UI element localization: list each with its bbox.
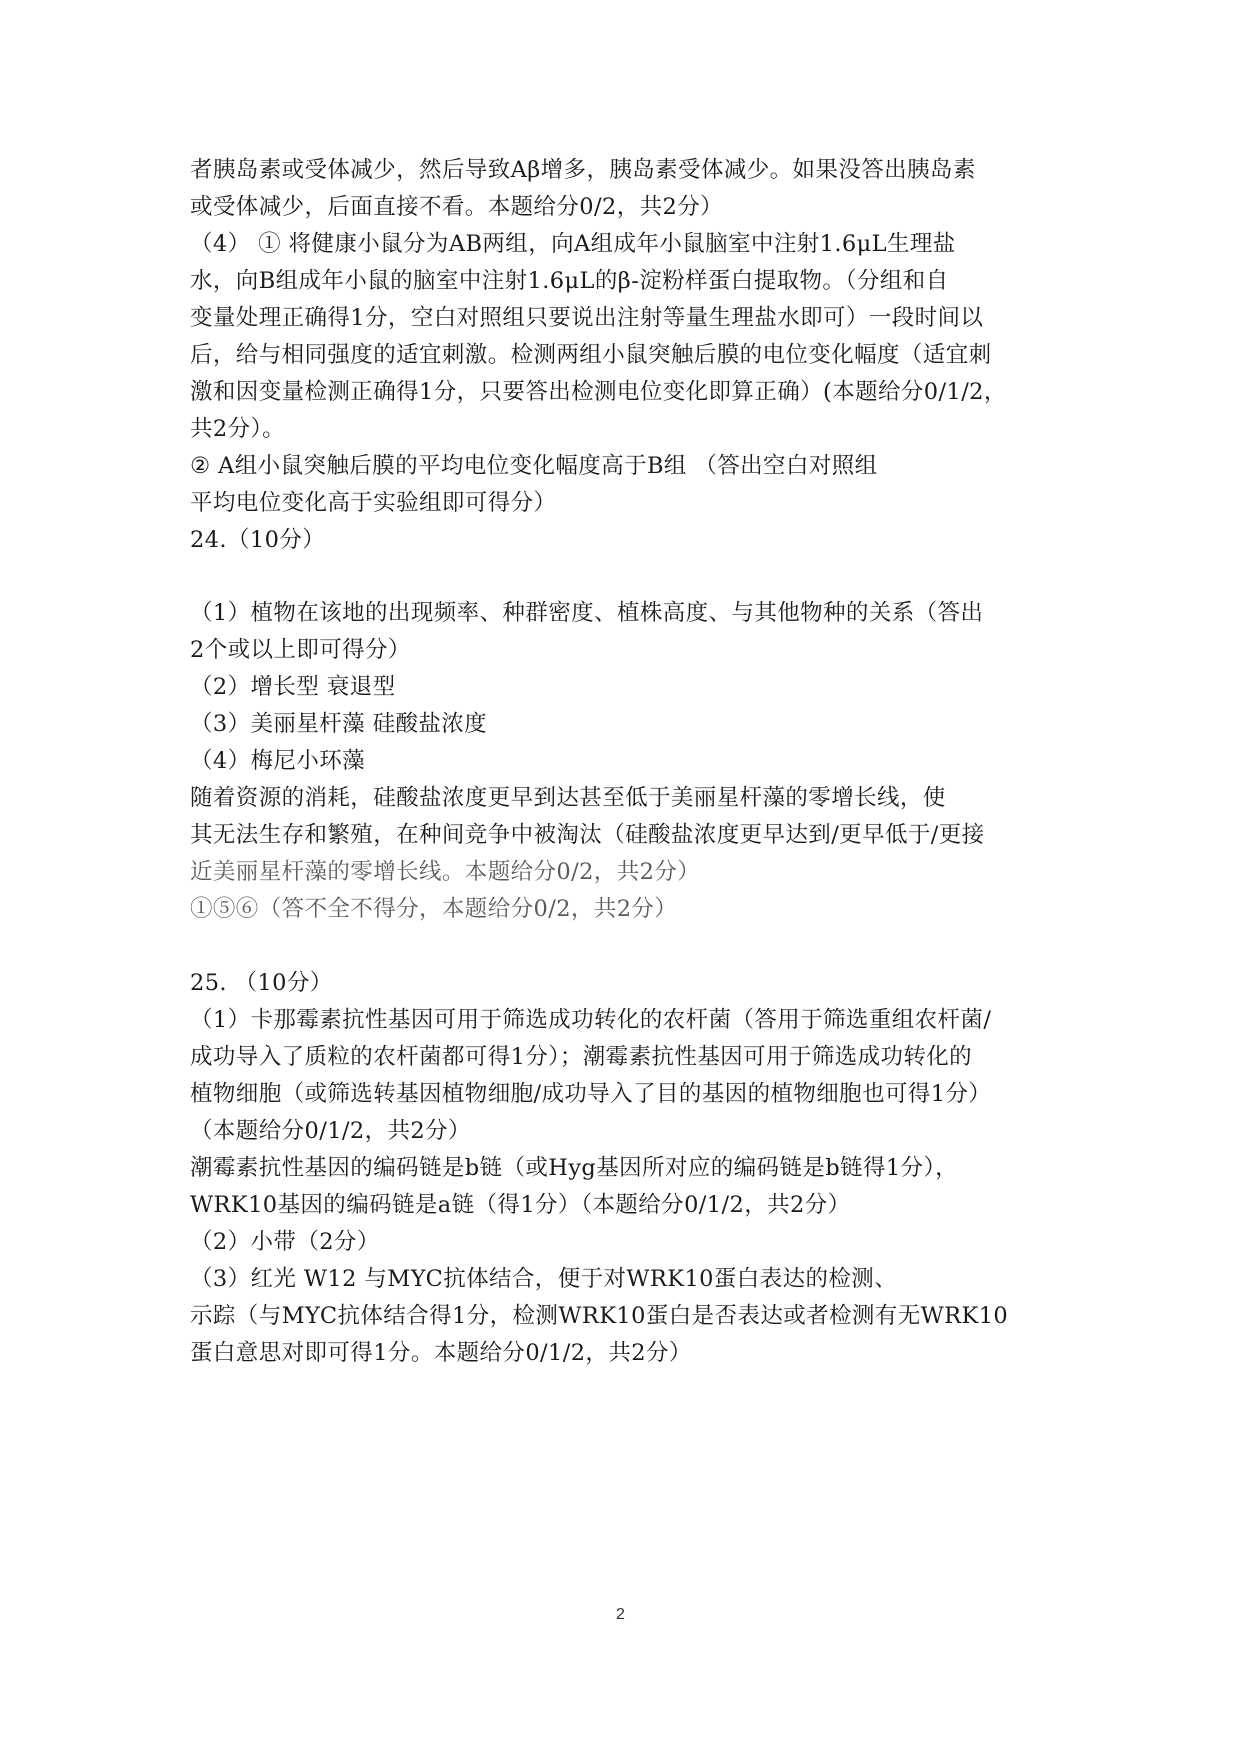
text-line: 近美丽星杆藻的零增长线。本题给分0/2，共2分） — [190, 859, 701, 885]
text-line: （1）植物在该地的出现频率、种群密度、植株高度、与其他物种的关系（答出 — [190, 600, 984, 626]
text-line: 潮霉素抗性基因的编码链是b链（或Hyg基因所对应的编码链是b链得1分）， — [190, 1155, 959, 1181]
page-number: 2 — [616, 1606, 625, 1623]
text-line: （3）美丽星杆藻 硅酸盐浓度 — [190, 711, 488, 737]
text-line: （4）梅尼小环藻 — [190, 748, 366, 774]
text-line: （2）增长型 衰退型 — [190, 674, 396, 700]
question-heading-24: 24.（10分） — [190, 527, 326, 553]
text-line: 后，给与相同强度的适宜刺激。检测两组小鼠突触后膜的电位变化幅度（适宜刺 — [190, 342, 992, 368]
text-line: 者胰岛素或受体减少，然后导致Aβ增多，胰岛素受体减少。如果没答出胰岛素 — [190, 157, 976, 183]
text-line: 植物细胞（或筛选转基因植物细胞/成功导入了目的基因的植物细胞也可得1分） — [190, 1081, 992, 1107]
text-line: （3）红光 W12 与MYC抗体结合，便于对WRK10蛋白表达的检测、 — [190, 1266, 898, 1292]
question-heading-25: 25. （10分） — [190, 970, 333, 996]
text-line: 或受体减少，后面直接不看。本题给分0/2，共2分） — [190, 194, 724, 220]
text-line: 变量处理正确得1分，空白对照组只要说出注射等量生理盐水即可）一段时间以 — [190, 305, 984, 331]
text-line: 其无法生存和繁殖，在种间竞争中被淘汰（硅酸盐浓度更早达到/更早低于/更接 — [190, 822, 985, 848]
text-line: 激和因变量检测正确得1分，只要答出检测电位变化即算正确）(本题给分0/1/2， — [190, 379, 1007, 405]
text-line: 平均电位变化高于实验组即可得分） — [190, 490, 557, 516]
text-line: 成功导入了质粒的农杆菌都可得1分）；潮霉素抗性基因可用于筛选成功转化的 — [190, 1044, 973, 1070]
text-line: （4） ① 将健康小鼠分为AB两组，向A组成年小鼠脑室中注射1.6μL生理盐 — [190, 231, 956, 257]
text-line: 蛋白意思对即可得1分。本题给分0/1/2，共2分） — [190, 1340, 692, 1366]
text-line: 水，向B组成年小鼠的脑室中注射1.6μL的β-淀粉样蛋白提取物。（分组和自 — [190, 268, 949, 294]
text-line: WRK10基因的编码链是a链（得1分）（本题给分0/1/2，共2分） — [190, 1192, 851, 1218]
text-line: 随着资源的消耗，硅酸盐浓度更早到达甚至低于美丽星杆藻的零增长线，使 — [190, 785, 946, 811]
text-line: ①⑤⑥（答不全不得分，本题给分0/2，共2分） — [190, 896, 678, 922]
text-line: 示踪（与MYC抗体结合得1分，检测WRK10蛋白是否表达或者检测有无WRK10 — [190, 1303, 1009, 1329]
text-line: （1）卡那霉素抗性基因可用于筛选成功转化的农杆菌（答用于筛选重组农杆菌/ — [190, 1007, 992, 1033]
text-line: 共2分）。 — [190, 416, 286, 442]
text-line: 2个或以上即可得分） — [190, 637, 411, 663]
text-line: ② A组小鼠突触后膜的平均电位变化幅度高于B组 （答出空白对照组 — [190, 453, 878, 479]
text-line: （本题给分0/1/2，共2分） — [190, 1118, 471, 1144]
text-line: （2）小带（2分） — [190, 1229, 380, 1255]
